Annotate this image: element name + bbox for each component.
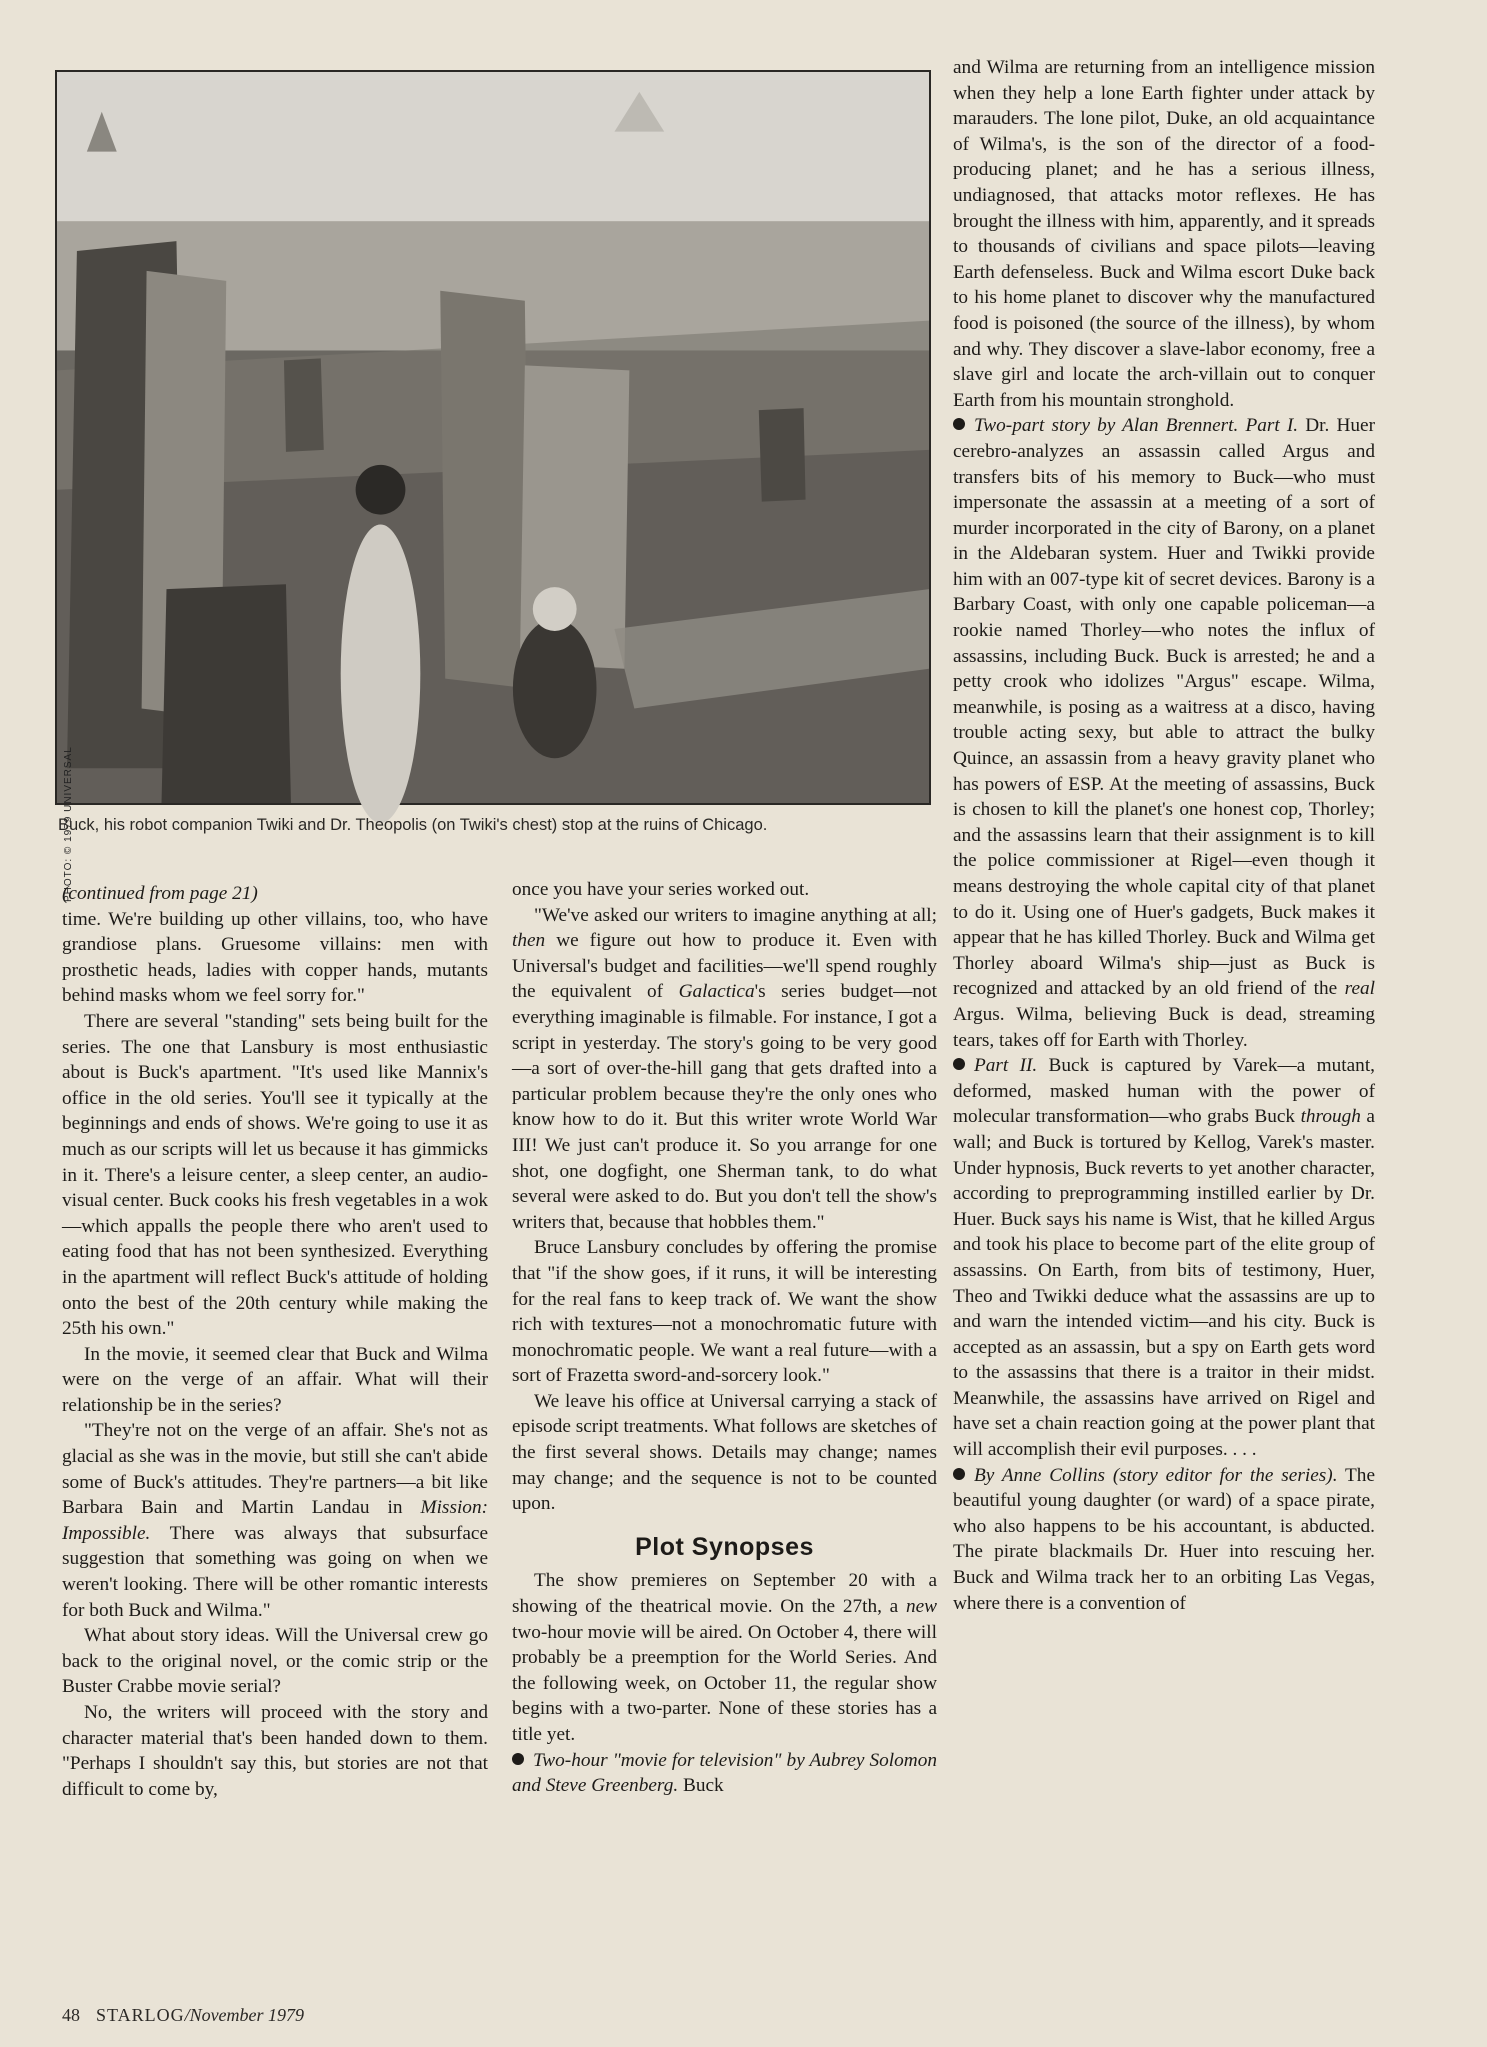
article-column-2 — [512, 877, 937, 1799]
paragraph: Bruce Lansbury concludes by offering the promise that "if the show goes, if it runs, it will be interesting for the real fans to keep track of. We want the show rich with textures—not a monochromatic future with monochromatic people. We want a real future—with a sort of Frazetta sword-and-sorcery look." — [512, 1237, 937, 1387]
section-heading: Plot Synopses — [635, 1532, 814, 1561]
bullet-icon — [953, 418, 965, 430]
paragraph: time. We're building up other villains, too, who have grandiose plans. Gruesome villains: men with prosthetic heads, ladies with copper hands, mutants behind masks whom we feel sorry for." — [62, 908, 488, 1007]
photo-credit: PHOTO: © 1979 UNIVERSAL — [63, 746, 74, 902]
synopsis-item: Part II. Buck is captured by Varek—a mutant, deformed, masked human with the power of molecular transformation—who grabs Buck through a wall; and Buck is tortured by Kellog, Varek's master. Under hypnosis, Buck reverts to yet another character, according to preprogramming instilled earlier by Dr. Huer. Buck says his name is Wist, that he killed Argus and took his place to become part of the elite group of assassins. On Earth, from bits of testimony, Huer, Theo and Twikki deduce what the assassins are up to and warn the intended victim—and his city. Buck is accepted as an assassin, but a spy on Earth gets word to the assassins that there is a traitor in their midst. Meanwhile, the assassins have arrived on Rigel and have set a chain reaction going at the power plant that will accomplish their evil purposes. . . . — [953, 1055, 1375, 1461]
paragraph: In the movie, it seemed clear that Buck and Wilma were on the verge of an affair. What will their relationship be in the series? — [62, 1343, 488, 1416]
paragraph: There are several "standing" sets being built for the series. The one that Lansbury is most enthusiastic about is Buck's apartment. "It's used like Mannix's office in the old series. You'll see it typically at the beginnings and ends of shows. We're going to use it as much as our scripts will let us because it has gimmicks in it. There's a leisure center, a sleep center, an audio-visual center. Buck cooks his fresh vegetables in a wok—which appalls the people there who aren't used to eating food that has not been synthesized. Everything in the apartment will reflect Buck's attitude of holding onto the best of the 20th century while making the 25th his own." — [62, 1010, 488, 1340]
magazine-name: STARLOG — [96, 2005, 185, 2025]
paragraph: What about story ideas. Will the Universal crew go back to the original novel, or the comic strip or the Buster Crabbe movie serial? — [62, 1625, 488, 1698]
photo-caption: Buck, his robot companion Twiki and Dr. Theopolis (on Twiki's chest) stop at the ruins of Chicago. — [58, 816, 768, 834]
bullet-icon — [512, 1753, 524, 1765]
article-column-1 — [62, 881, 488, 1802]
continued-note: (continued from page 21) — [62, 883, 258, 904]
paragraph: and Wilma are returning from an intelligence mission when they help a lone Earth fighter under attack by marauders. The lone pilot, Duke, an old acquaintance of Wilma's, is the son of the director of a food-producing planet; and he has a serious illness, undiagnosed, that attacks motor reflexes. He has brought the illness with him, apparently, and it spreads to thousands of civilians and space pilots—leaving Earth defenseless. Buck and Wilma escort Duke back to his home planet to discover why the manufactured food is poisoned (the source of the illness), by whom and why. They discover a slave-labor economy, free a slave girl and locate the arch-villain out to conquer Earth from his mountain stronghold. — [953, 57, 1375, 411]
paragraph: "They're not on the verge of an affair. She's not as glacial as she was in the movie, but still she can't abide some of Buck's attitudes. They're partners—a bit like Barbara Bain and Martin Landau in Mission: Impossible. There was always that subsurface suggestion that something was going on when we weren't looking. There will be other romantic interests for both Buck and Wilma." — [62, 1420, 488, 1621]
issue-date: /November 1979 — [184, 2005, 305, 2025]
paragraph: The show premieres on September 20 with a showing of the theatrical movie. On the 27th, a new two-hour movie will be aired. On October 4, there will probably be a preemption for the World Series. And the following week, on October 11, the regular show begins with a two-parter. None of these stories has a title yet. — [512, 1570, 937, 1745]
synopsis-item: Two-hour "movie for television" by Aubrey Solomon and Steve Greenberg. Buck — [512, 1749, 937, 1797]
synopsis-item: By Anne Collins (story editor for the series). The beautiful young daughter (or ward) of a space pirate, who also happens to be his accountant, is abducted. The pirate blackmails Dr. Huer into rescuing her. Buck and Wilma track her to an orbiting Las Vegas, where there is a convention of — [953, 1464, 1375, 1614]
paragraph: once you have your series worked out. — [512, 879, 810, 900]
bullet-icon — [953, 1468, 965, 1480]
ruins-illustration — [57, 72, 929, 803]
page-footer — [62, 2005, 304, 2026]
bullet-icon — [953, 1058, 965, 1070]
paragraph: No, the writers will proceed with the story and character material that's been handed down to them. "Perhaps I shouldn't say this, but stories are not that difficult to come by, — [62, 1702, 488, 1800]
paragraph: "We've asked our writers to imagine anything at all; then we figure out how to produce it. Even with Universal's budget and facilities—we'll spend roughly the equivalent of Galactica's series budget—not everything imaginable is filmable. For instance, I got a script in yesterday. The story's going to be very good—a sort of over-the-hill gang that gets drafted into a particular problem because they're the only ones who know how to do it. But this writer wrote World War III! We just can't produce it. So you arrange for one shot, one dogfight, one Sherman tank, to do what several were asked to do. But you don't tell the show's writers that, because that hobbles them." — [512, 904, 937, 1233]
synopsis-item: Two-part story by Alan Brennert. Part I. Dr. Huer cerebro-analyzes an assassin called Argus and transfers bits of his memory to Buck—who must impersonate the assassin at a meeting of a sort of murder incorporated in the city of Barony, on a planet in the Aldebaran system. Huer and Twikki provide him with an 007-type kit of secret devices. Barony is a Barbary Coast, with only one capable policeman—a rookie named Thorley—who notes the influx of assassins, including Buck. Buck is arrested; he and a petty crook who idolizes "Argus" escape. Wilma, meanwhile, is posing as a waitress at a disco, having trouble acting sexy, but able to attract the bulky Quince, an assassin from a heavy gravity planet who has powers of ESP. At the meeting of assassins, Buck is chosen to kill the planet's one honest cop, Thorley; and the assassins learn that their assignment is to kill the police commissioner at Rigel—even though it means destroying the whole capital city of that planet to do it. Using one of Huer's gadgets, Buck makes it appear that he has killed Thorley. Buck and Wilma get Thorley aboard Wilma's ship—just as Buck is recognized and attacked by an old friend of the real Argus. Wilma, believing Buck is dead, streaming tears, takes off for Earth with Thorley. — [953, 415, 1375, 1051]
page-number: 48 — [62, 2005, 80, 2025]
article-column-3 — [953, 55, 1375, 1616]
paragraph: We leave his office at Universal carrying a stack of episode script treatments. What follows are sketches of the first several shows. Details may change; names may change; and the sequence is not to be counted upon. — [512, 1390, 937, 1515]
